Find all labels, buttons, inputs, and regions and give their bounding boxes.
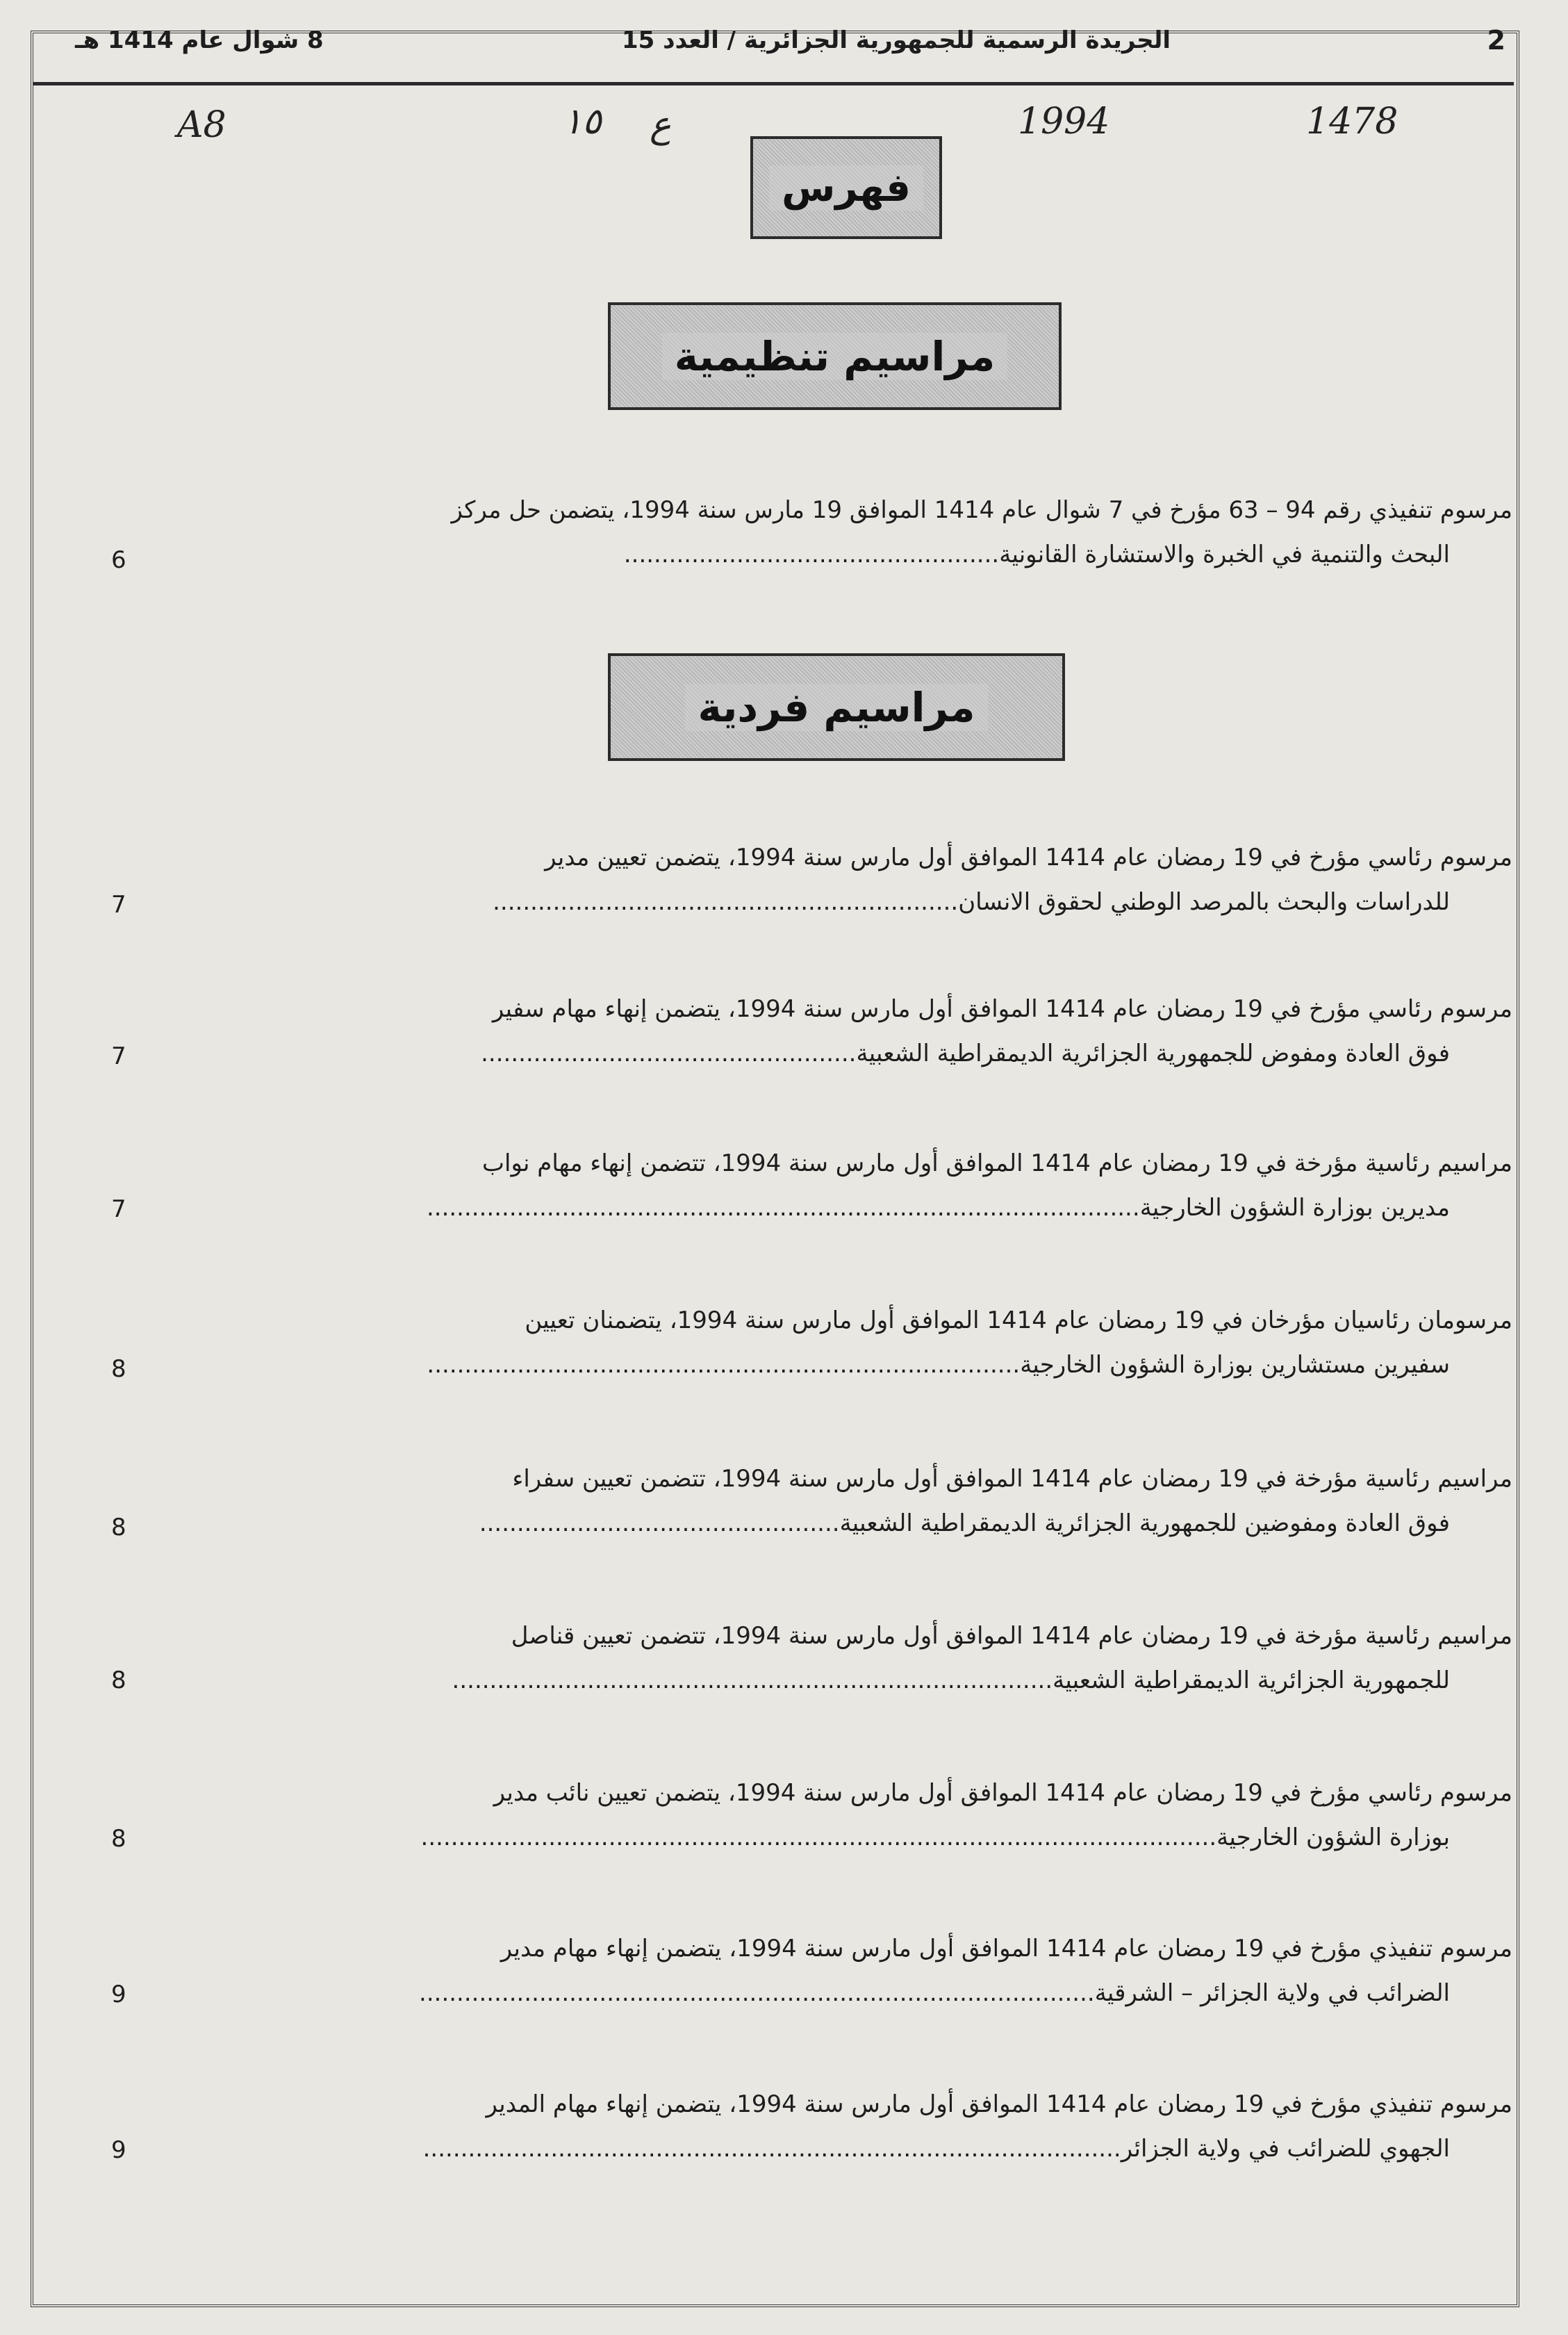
entry-line2 (123, 1971, 1512, 2015)
page-ref: 8 (111, 1355, 126, 1383)
header-rule (33, 82, 1514, 85)
entry-title-end: مديرين بوزارة الشؤون الخارجية (1139, 1194, 1450, 1222)
entry-line1: مرسوم تنفيذي رقم 94 – 63 مؤرخ في 7 شوال عام 1414 الموافق 19 مارس سنة 1994، يتضمن حل مركز (451, 496, 1512, 524)
leader-dots: .................................................. (623, 541, 1000, 568)
leader-dots: ................................................ (479, 1509, 840, 1537)
entry-title-end: بوزارة الشؤون الخارجية (1216, 1824, 1450, 1851)
header-date: 8 شوال عام 1414 هـ (75, 26, 324, 54)
toc-entry (123, 1298, 1512, 1387)
entry-line2 (123, 1815, 1512, 1860)
handwritten-year: 1994 (1018, 101, 1110, 142)
entry-line1: مرسوم رئاسي مؤرخ في 19 رمضان عام 1414 الموافق أول مارس سنة 1994، يتضمن تعيين نائب مدير (493, 1779, 1512, 1807)
page-ref: 9 (111, 1981, 126, 2008)
toc-entry (123, 835, 1512, 924)
toc-entry (123, 1771, 1512, 1860)
entry-title-end: للجمهورية الجزائرية الديمقراطية الشعبية (1053, 1666, 1450, 1694)
page-ref: 8 (111, 1514, 126, 1541)
handwritten-number: 1478 (1306, 101, 1398, 142)
toc-entry (123, 1614, 1512, 1703)
page-ref: 7 (111, 1042, 126, 1070)
index-title: فهرس (769, 165, 923, 211)
entry-title-end: فوق العادة ومفوضين للجمهورية الجزائرية الديمقراطية الشعبية (839, 1509, 1450, 1537)
page-header (33, 17, 1511, 86)
toc-entry (123, 2082, 1512, 2171)
leader-dots: .................................................. (481, 1040, 857, 1067)
leader-dots: .......................................................................................................... (420, 1824, 1217, 1851)
index-title-box (750, 136, 942, 239)
page-ref: 9 (111, 2136, 126, 2164)
leader-dots: ............................................................................... (427, 1351, 1021, 1379)
entry-line2 (123, 1658, 1512, 1703)
page-ref: 7 (111, 891, 126, 919)
handwritten-mid1: ١٥ (563, 101, 602, 142)
leader-dots: .......................................................................................... (419, 1979, 1095, 2007)
toc-entry (123, 1457, 1512, 1546)
entry-title-end: للدراسات والبحث بالمرصد الوطني لحقوق الانسان (958, 888, 1450, 916)
section-heading-individual (608, 653, 1065, 761)
page-ref: 8 (111, 1666, 126, 1694)
entry-line1: مرسومان رئاسيان مؤرخان في 19 رمضان عام 1414 الموافق أول مارس سنة 1994، يتضمنان تعيين (525, 1306, 1512, 1334)
toc-entry (123, 987, 1512, 1076)
entry-line2 (123, 1031, 1512, 1076)
header-page-number: 2 (1487, 25, 1505, 56)
entry-line1: مرسوم تنفيذي مؤرخ في 19 رمضان عام 1414 الموافق أول مارس سنة 1994، يتضمن إنهاء مهام مدير (500, 1935, 1512, 1963)
entry-title-end: الضرائب في ولاية الجزائر – الشرقية (1094, 1979, 1450, 2007)
handwritten-left: A8 (177, 104, 226, 146)
page-ref: 7 (111, 1195, 126, 1223)
entry-line1: مراسيم رئاسية مؤرخة في 19 رمضان عام 1414 الموافق أول مارس سنة 1994، تتضمن إنهاء مهام نواب (481, 1149, 1512, 1177)
entry-line2 (123, 1343, 1512, 1387)
entry-title-end: فوق العادة ومفوض للجمهورية الجزائرية الديمقراطية الشعبية (856, 1040, 1450, 1067)
header-title: الجريدة الرسمية للجمهورية الجزائرية / العدد 15 (621, 26, 1171, 54)
section-heading-regulatory (608, 302, 1062, 410)
entry-line1: مرسوم رئاسي مؤرخ في 19 رمضان عام 1414 الموافق أول مارس سنة 1994، يتضمن تعيين مدير (545, 844, 1512, 871)
leader-dots: ................................................................................ (452, 1666, 1053, 1694)
section-heading-text: مراسيم تنظيمية (662, 333, 1008, 380)
entry-line1: مراسيم رئاسية مؤرخة في 19 رمضان عام 1414 الموافق أول مارس سنة 1994، تتضمن تعيين قناصل (511, 1622, 1512, 1650)
entry-line2 (123, 1186, 1512, 1230)
toc-entry (123, 1926, 1512, 2015)
page-ref: 6 (111, 546, 126, 574)
entry-title-end: البحث والتنمية في الخبرة والاستشارة القانونية (999, 541, 1450, 568)
leader-dots: .............................................................. (493, 888, 959, 916)
entry-title-end: سفيرين مستشارين بوزارة الشؤون الخارجية (1020, 1351, 1450, 1379)
toc-entry (123, 488, 1512, 577)
entry-line1: مراسيم رئاسية مؤرخة في 19 رمضان عام 1414 الموافق أول مارس سنة 1994، تتضمن تعيين سفراء (512, 1465, 1512, 1493)
toc-entry (123, 1141, 1512, 1230)
entry-line2 (123, 1501, 1512, 1546)
page-ref: 8 (111, 1825, 126, 1853)
entry-title-end: الجهوي للضرائب في ولاية الجزائر (1121, 2135, 1450, 2163)
leader-dots: ............................................................................................... (426, 1194, 1140, 1222)
leader-dots: ............................................................................................. (422, 2135, 1121, 2163)
section-heading-text: مراسيم فردية (685, 684, 987, 731)
entry-line1: مرسوم رئاسي مؤرخ في 19 رمضان عام 1414 الموافق أول مارس سنة 1994، يتضمن إنهاء مهام سفير (492, 995, 1512, 1023)
entry-line2 (123, 532, 1512, 577)
entry-line2 (123, 880, 1512, 924)
entry-line2 (123, 2127, 1512, 2171)
entry-line1: مرسوم تنفيذي مؤرخ في 19 رمضان عام 1414 الموافق أول مارس سنة 1994، يتضمن إنهاء مهام المدير (486, 2090, 1512, 2118)
handwritten-mid2: ع (650, 104, 672, 146)
